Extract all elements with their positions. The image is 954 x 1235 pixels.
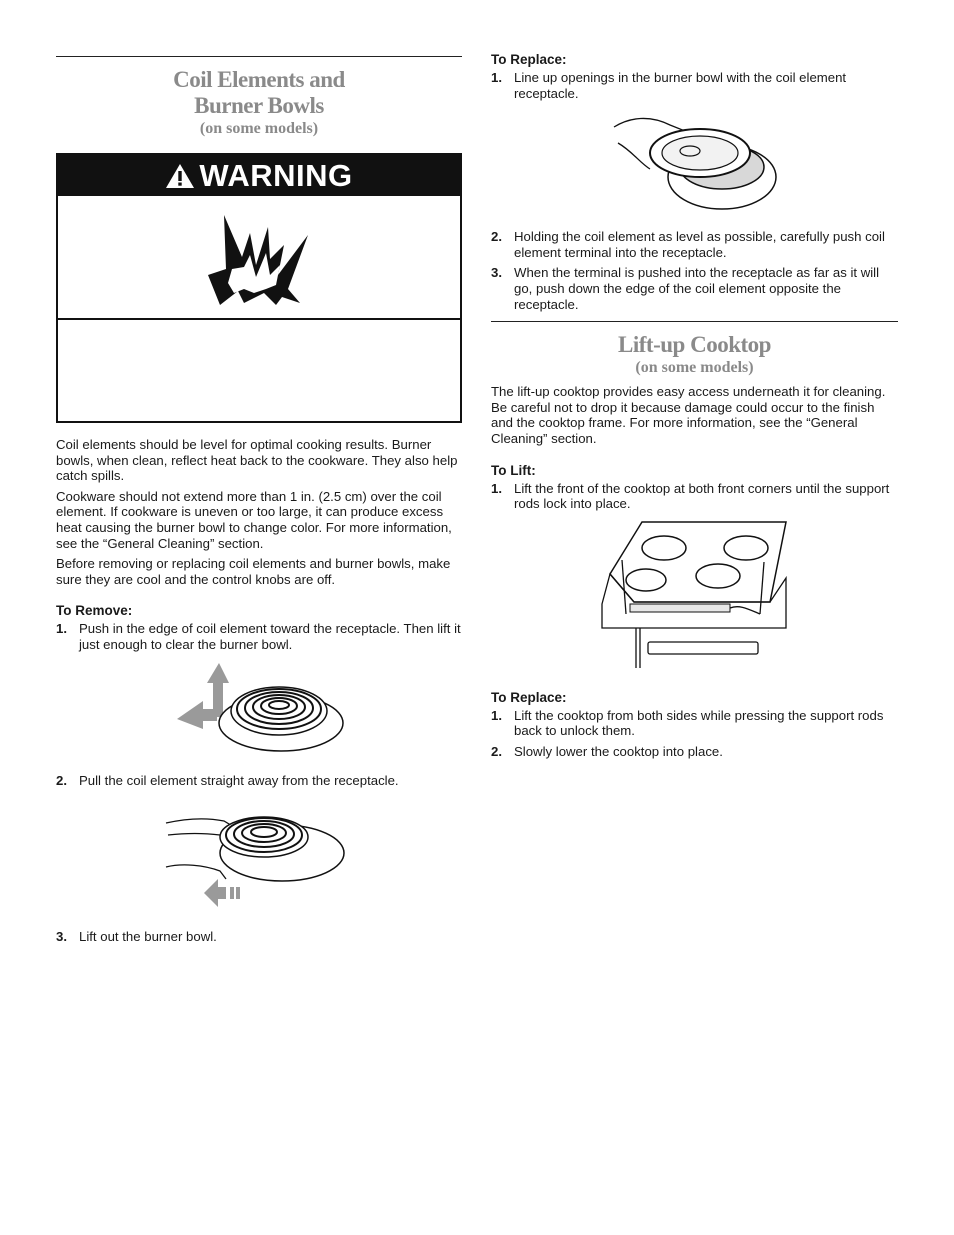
step-text: Pull the coil element straight away from the receptacle.	[79, 772, 399, 788]
step-text: Slowly lower the cooktop into place.	[514, 743, 723, 759]
step-number: 2.	[491, 229, 502, 245]
remove-heading: To Remove:	[56, 603, 133, 619]
left-column	[56, 56, 462, 950]
coil-pull-illustration	[164, 793, 354, 917]
section-subtitle: (on some models)	[199, 120, 319, 137]
right-column	[491, 52, 898, 765]
figure-coil-lift	[56, 661, 462, 769]
to-lift-heading: To Lift:	[491, 462, 536, 478]
step-number: 1.	[491, 707, 502, 723]
step-text: Line up openings in the burner bowl with the coil element receptacle.	[514, 70, 847, 101]
section-title-line1: Coil Elements and	[173, 67, 345, 92]
cooktop-lift-illustration	[600, 518, 790, 670]
section-title-line2: Burner Bowls	[194, 93, 324, 118]
lift-intro-paragraph: The lift-up cooktop provides easy access underneath it for cleaning. Be careful not to drop it because damage could occur to the finish and the cooktop frame. For more information, see the “General Cleaning” section.	[491, 384, 886, 446]
explosion-icon	[204, 205, 314, 309]
intro-paragraph-3: Before removing or replacing coil elements and burner bowls, make sure they are cool and the control knobs are off.	[56, 556, 451, 587]
figure-bowl-replace	[491, 107, 898, 225]
warning-triangle-icon	[165, 162, 195, 190]
lift-section-subtitle: (on some models)	[635, 359, 754, 377]
lift-section-title: Lift-up Cooktop	[618, 332, 771, 358]
remove-step-2	[56, 773, 462, 789]
step-number: 2.	[491, 743, 502, 759]
step-number: 1.	[56, 621, 67, 637]
warning-header	[58, 155, 460, 196]
step-number: 2.	[56, 772, 67, 788]
replace-step-3	[491, 265, 898, 312]
figure-cooktop-lift	[491, 518, 898, 676]
step-text: Lift the cooktop from both sides while pressing the support rods back to unlock them.	[514, 707, 884, 739]
step-text: Lift the front of the cooktop at both front corners until the support rods lock into place.	[514, 480, 890, 512]
step-text: Holding the coil element as level as possible, carefully push coil element terminal into the receptacle.	[514, 229, 885, 260]
warning-box	[56, 153, 462, 423]
intro-paragraph-2: Cookware should not extend more than 1 in. (2.5 cm) over the coil element. If cookware is uneven or too large, it can produce excess heat causing the burner bowl to change color. For more information, see the “General Cleaning” section.	[56, 488, 452, 551]
step-number: 3.	[56, 929, 67, 945]
replace-step-1	[491, 70, 898, 101]
step-text: When the terminal is pushed into the receptacle as far as it will go, push down the edge of the coil element opposite the receptacle.	[514, 265, 880, 312]
step-number: 3.	[491, 265, 502, 281]
figure-coil-pull	[56, 793, 462, 923]
intro-paragraph-1: Coil elements should be level for optimal cooking results. Burner bowls, when clean, reflect heat back to the cookware. They also help catch spills.	[56, 437, 458, 484]
replace-heading: To Replace:	[491, 52, 567, 67]
remove-step-1	[56, 621, 462, 652]
warning-label: WARNING	[199, 157, 353, 193]
step-text: Push in the edge of coil element toward the receptacle. Then lift it just enough to clear the burner bowl.	[79, 621, 461, 652]
remove-step-3	[56, 929, 462, 945]
coil-lift-illustration	[169, 661, 349, 757]
to-lift-step-1	[491, 481, 898, 512]
warning-image-area	[58, 196, 460, 320]
replace-step-2	[491, 229, 898, 260]
replace2-step-1	[491, 708, 898, 739]
step-number: 1.	[491, 70, 502, 85]
step-text: Lift out the burner bowl.	[79, 929, 217, 945]
bowl-replace-illustration	[610, 107, 780, 217]
replace2-heading: To Replace:	[491, 689, 567, 705]
replace2-step-2	[491, 744, 898, 760]
step-number: 1.	[491, 480, 502, 496]
